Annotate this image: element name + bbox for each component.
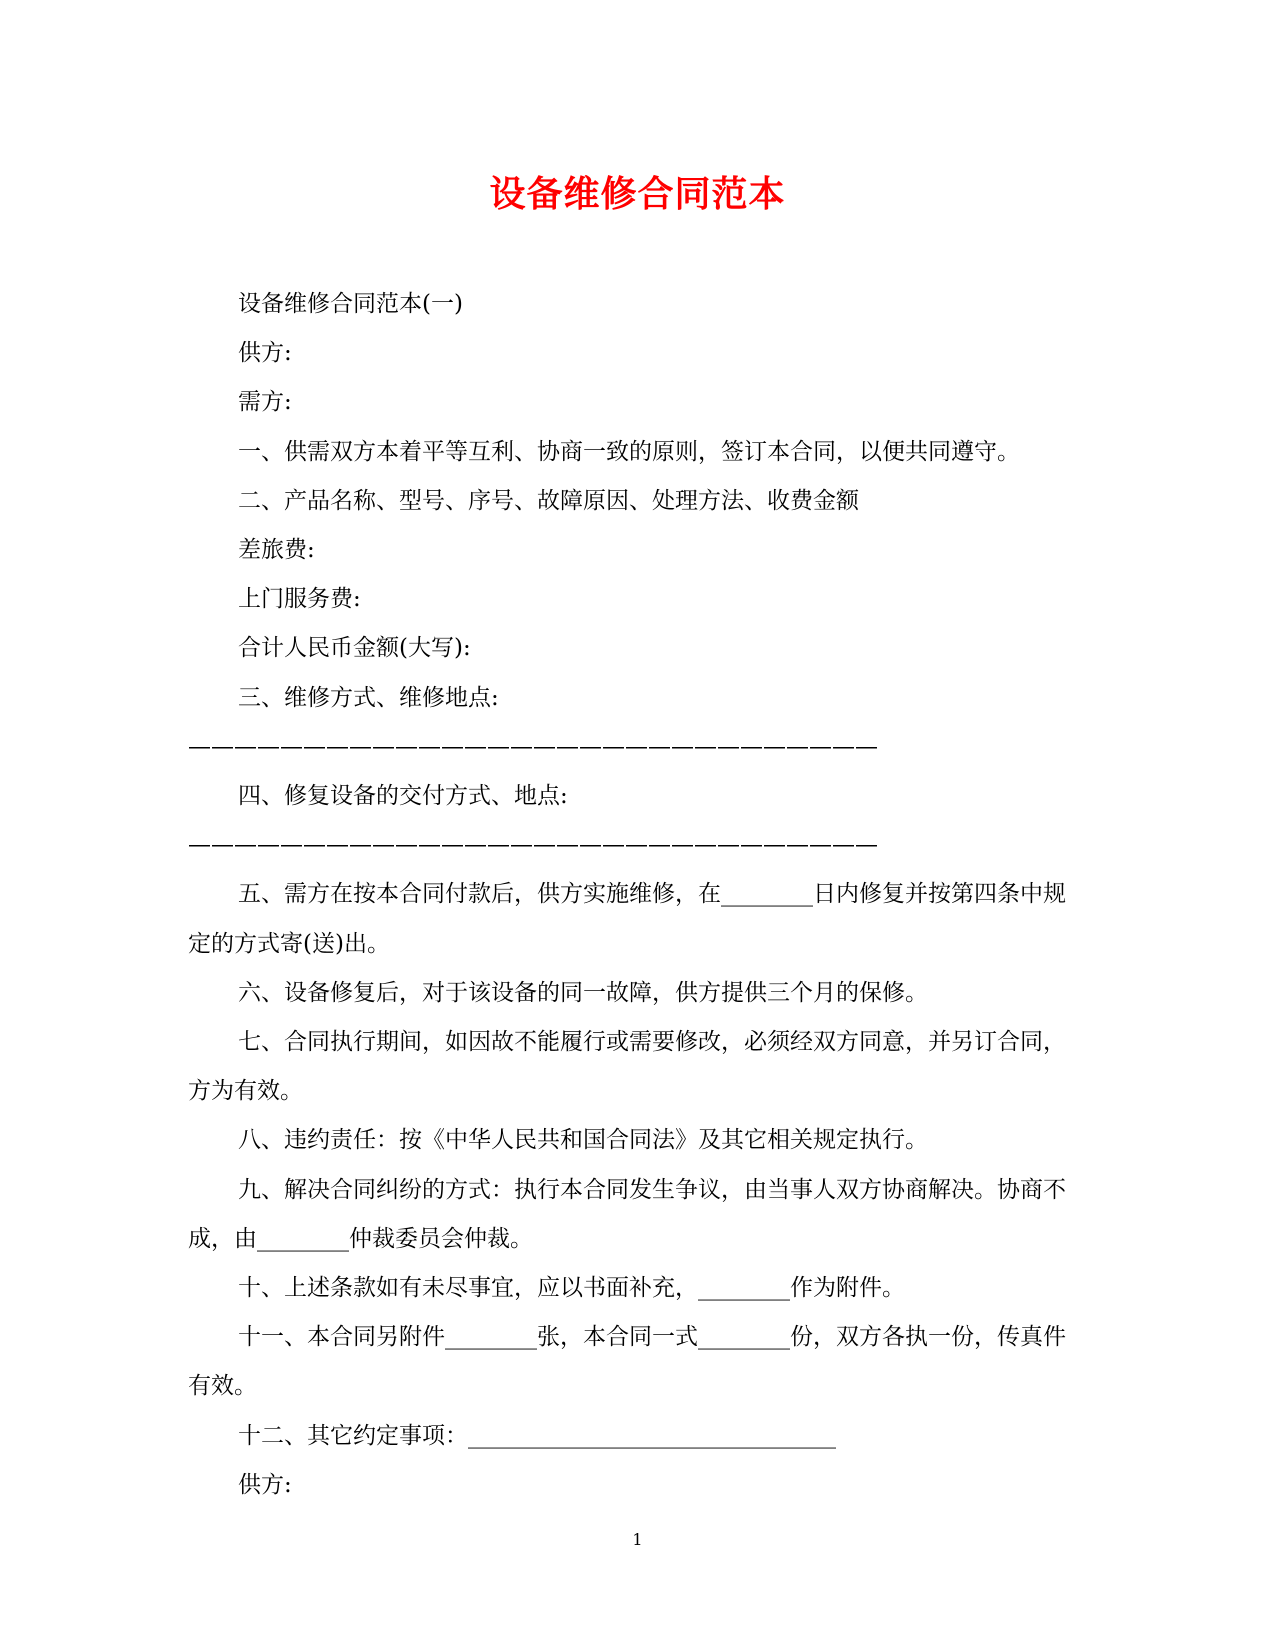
paragraph-subtitle: 设备维修合同范本(一) (238, 291, 463, 317)
paragraph-clause-11: 十一、本合同另附件________张，本合同一式________份，双方各执一份，传真件有效。 (188, 1324, 1066, 1400)
paragraph-clause-1: 一、供需双方本着平等互利、协商一致的原则，签订本合同，以便共同遵守。 (238, 438, 1020, 465)
paragraph-total-amount: 合计人民币金额(大写): (238, 635, 471, 662)
paragraph-supplier: 供方: (238, 340, 292, 367)
blank-line-2: —————————————————————————————— (188, 832, 878, 859)
paragraph-signature-supplier: 供方: (238, 1471, 292, 1498)
paragraph-clause-4: 四、修复设备的交付方式、地点: (238, 783, 568, 810)
paragraph-clause-3: 三、维修方式、维修地点: (238, 684, 499, 711)
paragraph-clause-9: 九、解决合同纠纷的方式：执行本合同发生争议，由当事人双方协商解决。协商不成，由________仲裁委员会仲裁。 (188, 1176, 1066, 1252)
paragraph-service-fee: 上门服务费: (238, 586, 361, 613)
paragraph-travel-fee: 差旅费: (238, 537, 315, 564)
paragraph-clause-10: 十、上述条款如有未尽事宜，应以书面补充，________作为附件。 (238, 1275, 905, 1302)
document-title: 设备维修合同范本 (489, 173, 786, 215)
page-number: 1 (632, 1530, 643, 1549)
paragraph-clause-7: 七、合同执行期间，如因故不能履行或需要修改，必须经双方同意，并另订合同，方为有效。 (188, 1029, 1066, 1105)
paragraph-clause-12: 十二、其它约定事项：________________________________ (238, 1422, 836, 1449)
blank-line-1: —————————————————————————————— (188, 733, 878, 760)
paragraph-clause-2: 二、产品名称、型号、序号、故障原因、处理方法、收费金额 (238, 487, 859, 514)
document-body (188, 280, 1088, 1510)
paragraph-clause-5: 五、需方在按本合同付款后，供方实施维修，在________日内修复并按第四条中规定的方式寄(送)出。 (188, 881, 1066, 957)
paragraph-clause-6: 六、设备修复后，对于该设备的同一故障，供方提供三个月的保修。 (238, 979, 928, 1006)
paragraph-clause-8: 八、违约责任：按《中华人民共和国合同法》及其它相关规定执行。 (238, 1127, 928, 1154)
paragraph-buyer: 需方: (238, 389, 292, 416)
